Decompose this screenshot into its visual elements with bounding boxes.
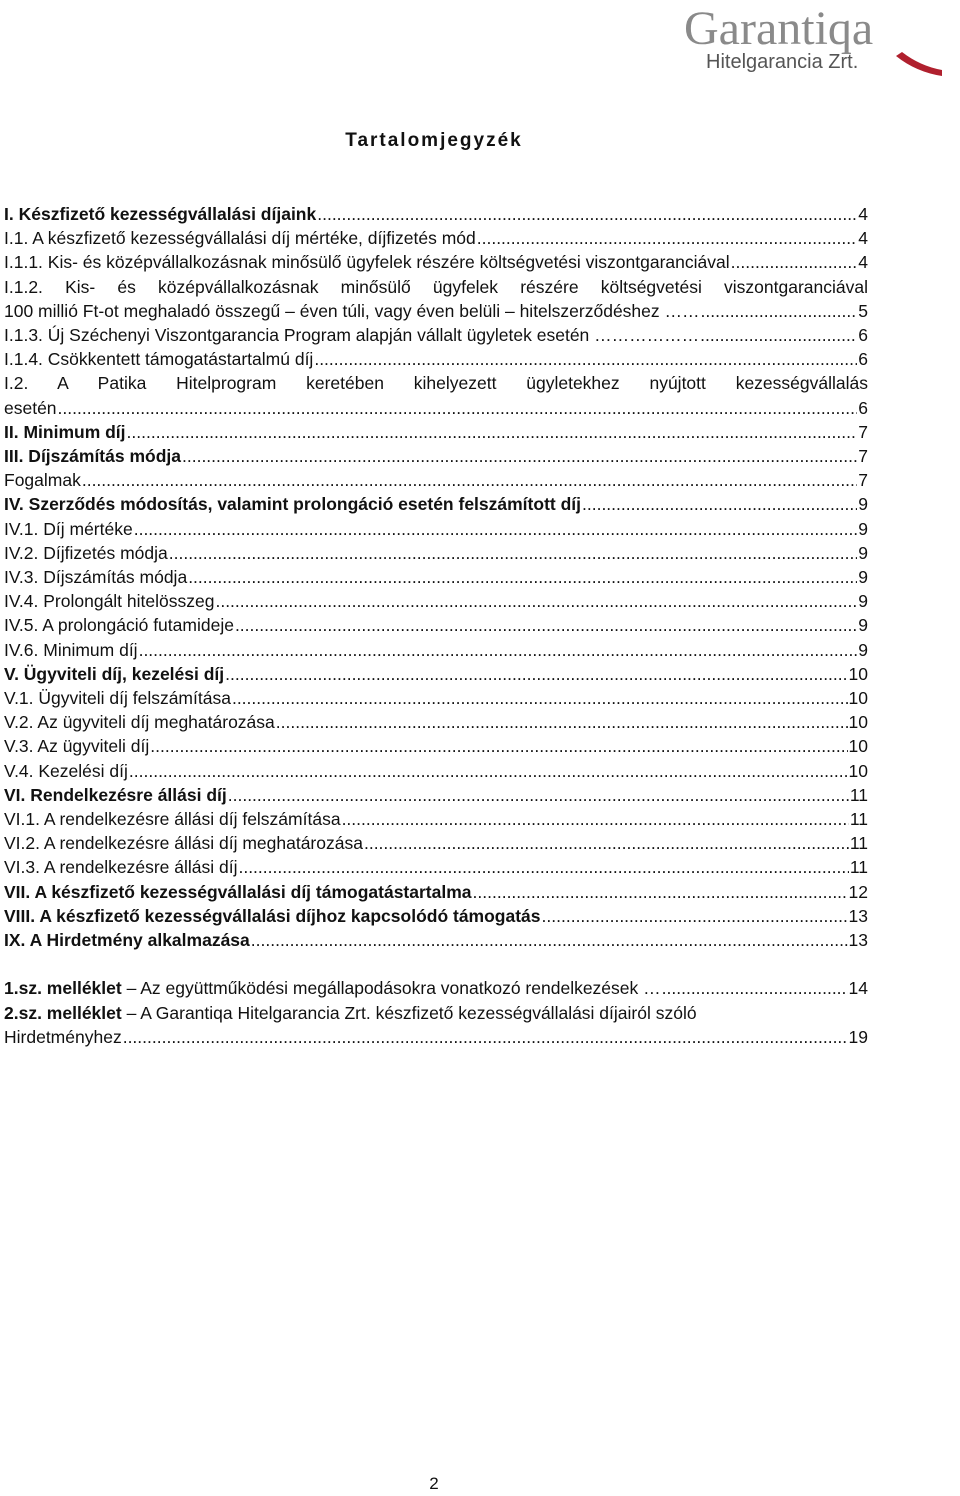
toc-entry-row bbox=[4, 1025, 868, 1049]
toc-entry-page: 6 bbox=[858, 325, 868, 346]
toc-entry-row bbox=[4, 396, 868, 420]
logo-swoosh-icon bbox=[896, 52, 942, 76]
toc-entry-text: VI.2. A rendelkezésre állási díj meghatározása bbox=[4, 833, 363, 854]
toc-entry-page: 11 bbox=[849, 809, 868, 830]
dot-leader bbox=[232, 686, 848, 710]
toc-entry-text: IV.4. Prolongált hitelösszeg bbox=[4, 591, 215, 612]
dot-leader bbox=[662, 976, 848, 1000]
toc-spacer bbox=[4, 952, 868, 976]
toc-entry-text: V.2. Az ügyviteli díj meghatározása bbox=[4, 712, 275, 733]
dot-leader bbox=[182, 444, 857, 468]
toc-entry-page: 7 bbox=[858, 421, 868, 442]
dot-leader bbox=[82, 468, 857, 492]
dot-leader bbox=[129, 759, 848, 783]
toc-entry-text: V.1. Ügyviteli díj felszámítása bbox=[4, 688, 231, 709]
toc-entry[interactable] bbox=[4, 541, 868, 565]
toc-entry-page: 9 bbox=[858, 494, 868, 515]
toc-entry-row bbox=[4, 517, 868, 541]
toc-entry-row bbox=[4, 976, 868, 1000]
dot-leader bbox=[701, 299, 858, 323]
logo-brand: Garantiqa bbox=[684, 2, 874, 55]
toc-entry-row bbox=[4, 541, 868, 565]
toc-entry-page: 9 bbox=[858, 591, 868, 612]
toc-entry[interactable] bbox=[4, 444, 868, 468]
toc-entry-row bbox=[4, 420, 868, 444]
toc-entry-row bbox=[4, 250, 868, 274]
dot-leader bbox=[364, 831, 849, 855]
toc-entry-page: 4 bbox=[858, 228, 868, 249]
toc-appendix-entry[interactable] bbox=[4, 1001, 868, 1049]
page-number: 2 bbox=[429, 1474, 439, 1493]
dot-leader bbox=[582, 492, 857, 516]
toc-entry-row bbox=[4, 710, 868, 734]
toc-entry-page: 9 bbox=[858, 639, 868, 660]
toc-entry[interactable] bbox=[4, 880, 868, 904]
toc-entry-row bbox=[4, 783, 868, 807]
toc-entry[interactable] bbox=[4, 638, 868, 662]
toc-entry-page: 19 bbox=[848, 1026, 868, 1047]
dot-leader bbox=[123, 1025, 848, 1049]
toc-entry-text: VII. A készfizető kezességvállalási díj támogatástartalma bbox=[4, 881, 472, 902]
dot-leader bbox=[169, 541, 858, 565]
toc-entry-row bbox=[4, 855, 868, 879]
toc-entry-page: 10 bbox=[848, 663, 868, 684]
toc-entry-row bbox=[4, 565, 868, 589]
toc-entry[interactable] bbox=[4, 202, 868, 226]
dot-leader bbox=[342, 807, 849, 831]
dot-leader bbox=[215, 589, 857, 613]
toc-entry[interactable] bbox=[4, 275, 868, 323]
toc-entry[interactable] bbox=[4, 565, 868, 589]
dot-leader bbox=[317, 202, 857, 226]
dot-leader bbox=[473, 880, 848, 904]
toc-entry-text: IV. Szerződés módosítás, valamint prolongáció esetén felszámított díj bbox=[4, 494, 581, 515]
toc-entry-page: 6 bbox=[858, 397, 868, 418]
toc-entry-text: V. Ügyviteli díj, kezelési díj bbox=[4, 663, 225, 684]
toc-entry-page: 4 bbox=[858, 204, 868, 224]
table-of-contents bbox=[4, 202, 868, 1049]
toc-entry-text: VI.1. A rendelkezésre állási díj felszámítása bbox=[4, 809, 341, 830]
dot-leader bbox=[235, 613, 857, 637]
toc-entry-page: 9 bbox=[858, 518, 868, 539]
toc-entry-page: 7 bbox=[858, 470, 868, 491]
appendix-title: – A Garantiqa Hitelgarancia Zrt. készfizető kezességvállalási díjairól szóló bbox=[121, 1002, 697, 1023]
toc-entry-row bbox=[4, 904, 868, 928]
toc-entry[interactable] bbox=[4, 904, 868, 928]
toc-entry-text: V.4. Kezelési díj bbox=[4, 760, 128, 781]
toc-entry[interactable] bbox=[4, 759, 868, 783]
toc-entry-row bbox=[4, 759, 868, 783]
toc-entry-row bbox=[4, 734, 868, 758]
toc-entry-text: II. Minimum díj bbox=[4, 421, 126, 442]
toc-entry-page: 5 bbox=[858, 300, 868, 321]
toc-entry-row bbox=[4, 468, 868, 492]
toc-entry-text: IX. A Hirdetmény alkalmazása bbox=[4, 930, 250, 951]
toc-entry[interactable] bbox=[4, 855, 868, 879]
toc-entry-text: IV.6. Minimum díj bbox=[4, 639, 138, 660]
toc-entry-row bbox=[4, 444, 868, 468]
toc-entry-row bbox=[4, 323, 868, 347]
dot-leader bbox=[228, 783, 849, 807]
toc-entry[interactable] bbox=[4, 807, 868, 831]
toc-entry-text: IV.5. A prolongáció futamideje bbox=[4, 615, 234, 636]
toc-entry-text: IV.3. Díjszámítás módja bbox=[4, 567, 188, 588]
toc-entry[interactable] bbox=[4, 492, 868, 516]
appendix-label: 1.sz. melléklet bbox=[4, 978, 122, 999]
toc-entry[interactable] bbox=[4, 517, 868, 541]
toc-entry-text-line1: I.1.2. Kis- és középvállalkozásnak minősülő ügyfelek részére költségvetési viszontgaranciával bbox=[4, 276, 868, 297]
toc-entry-row bbox=[4, 299, 868, 323]
garantiqa-logo bbox=[680, 0, 950, 85]
toc-entry-row bbox=[4, 662, 868, 686]
toc-entry[interactable] bbox=[4, 928, 868, 952]
toc-entry[interactable] bbox=[4, 710, 868, 734]
appendix-label: 2.sz. melléklet bbox=[4, 1002, 122, 1023]
appendix-text bbox=[4, 976, 661, 1000]
toc-entry-text: I.1.4. Csökkentett támogatástartalmú díj bbox=[4, 349, 314, 370]
toc-entry-page: 12 bbox=[848, 881, 868, 902]
toc-entry-page: 7 bbox=[858, 446, 868, 467]
toc-entry-page: 10 bbox=[848, 760, 868, 781]
toc-entry-row bbox=[4, 638, 868, 662]
dot-leader bbox=[276, 710, 848, 734]
toc-entry[interactable] bbox=[4, 589, 868, 613]
toc-entry-row bbox=[4, 686, 868, 710]
dot-leader bbox=[150, 734, 847, 758]
toc-entry[interactable] bbox=[4, 831, 868, 855]
toc-entry[interactable] bbox=[4, 420, 868, 444]
toc-entry-text: I.1. A készfizető kezességvállalási díj mértéke, díjfizetés mód bbox=[4, 228, 476, 249]
toc-entry-page: 10 bbox=[848, 712, 868, 733]
toc-entry-page: 9 bbox=[858, 542, 868, 563]
toc-entry-row bbox=[4, 807, 868, 831]
toc-entry-text: VIII. A készfizető kezességvállalási díjhoz kapcsolódó támogatás bbox=[4, 905, 541, 926]
toc-entry-text: I. Készfizető kezességvállalási díjaink bbox=[4, 204, 317, 224]
toc-entry[interactable] bbox=[4, 734, 868, 758]
toc-entry-page: 13 bbox=[848, 930, 868, 951]
toc-entry-row bbox=[4, 347, 868, 371]
dot-leader bbox=[477, 226, 858, 250]
toc-entry-page: 6 bbox=[858, 349, 868, 370]
toc-entry[interactable] bbox=[4, 783, 868, 807]
toc-entry[interactable] bbox=[4, 226, 868, 250]
dot-leader bbox=[139, 638, 858, 662]
dot-leader bbox=[134, 517, 858, 541]
toc-entry-row bbox=[4, 880, 868, 904]
toc-entry[interactable] bbox=[4, 686, 868, 710]
toc-entry-row bbox=[4, 831, 868, 855]
logo-subtitle: Hitelgarancia Zrt. bbox=[706, 51, 859, 73]
appendix-title: – Az együttműködési megállapodásokra vonatkozó rendelkezések … bbox=[121, 978, 661, 999]
logo-graphic bbox=[680, 0, 950, 85]
dot-leader bbox=[700, 323, 857, 347]
toc-entry[interactable] bbox=[4, 371, 868, 419]
dot-leader bbox=[251, 928, 848, 952]
appendix-title-cont: Hirdetményhez bbox=[4, 1026, 122, 1047]
dot-leader bbox=[314, 347, 857, 371]
dot-leader bbox=[225, 662, 847, 686]
toc-entry-text: VI.3. A rendelkezésre állási díj bbox=[4, 857, 238, 878]
dot-leader bbox=[127, 420, 858, 444]
toc-entry-text: V.3. Az ügyviteli díj bbox=[4, 736, 150, 757]
toc-entry-row bbox=[4, 226, 868, 250]
toc-entry-page: 11 bbox=[849, 784, 868, 805]
toc-entry-page: 13 bbox=[848, 905, 868, 926]
toc-entry-text: esetén bbox=[4, 397, 57, 418]
toc-entry[interactable] bbox=[4, 468, 868, 492]
dot-leader bbox=[58, 396, 858, 420]
toc-entry-text: IV.2. Díjfizetés módja bbox=[4, 542, 168, 563]
toc-entry-text: 100 millió Ft-ot meghaladó összegű – éven túli, vagy éven belüli – hitelszerződéshez …… bbox=[4, 300, 700, 321]
toc-entry-page: 11 bbox=[849, 833, 868, 854]
toc-entry[interactable] bbox=[4, 323, 868, 347]
toc-entry-text: I.1.1. Kis- és középvállalkozásnak minősülő ügyfelek részére költségvetési viszontgaranciával bbox=[4, 252, 730, 273]
toc-entry-text-line1: I.2. A Patika Hitelprogram keretében kihelyezett ügyletekhez nyújtott kezességvállalás bbox=[4, 373, 868, 394]
toc-entry-page: 10 bbox=[848, 736, 868, 757]
toc-entry[interactable] bbox=[4, 347, 868, 371]
toc-entry[interactable] bbox=[4, 250, 868, 274]
toc-entry-text: VI. Rendelkezésre állási díj bbox=[4, 784, 227, 805]
toc-entry-page: 14 bbox=[848, 978, 868, 999]
toc-appendix-entry[interactable] bbox=[4, 976, 868, 1000]
appendix-line1 bbox=[4, 1001, 868, 1025]
toc-entry-row bbox=[4, 492, 868, 516]
toc-entry[interactable] bbox=[4, 613, 868, 637]
dot-leader bbox=[731, 250, 858, 274]
toc-entry-row bbox=[4, 202, 868, 226]
toc-entry-page: 10 bbox=[848, 688, 868, 709]
toc-entry-page: 11 bbox=[849, 857, 868, 878]
toc-entry-row bbox=[4, 928, 868, 952]
toc-entry-text: IV.1. Díj mértéke bbox=[4, 518, 133, 539]
toc-entry-row bbox=[4, 589, 868, 613]
toc-title: Tartalomjegyzék bbox=[345, 130, 523, 151]
toc-entry-text: Fogalmak bbox=[4, 470, 81, 491]
toc-entry[interactable] bbox=[4, 662, 868, 686]
toc-entry-row bbox=[4, 613, 868, 637]
dot-leader bbox=[542, 904, 848, 928]
dot-leader bbox=[188, 565, 857, 589]
toc-entry-page: 9 bbox=[858, 615, 868, 636]
toc-entry-text: III. Díjszámítás módja bbox=[4, 446, 181, 467]
dot-leader bbox=[238, 855, 848, 879]
toc-entry-text: I.1.3. Új Széchenyi Viszontgarancia Program alapján vállalt ügyletek esetén ……………… bbox=[4, 325, 700, 346]
toc-entry-page: 9 bbox=[858, 567, 868, 588]
toc-entry-page: 4 bbox=[858, 252, 868, 273]
